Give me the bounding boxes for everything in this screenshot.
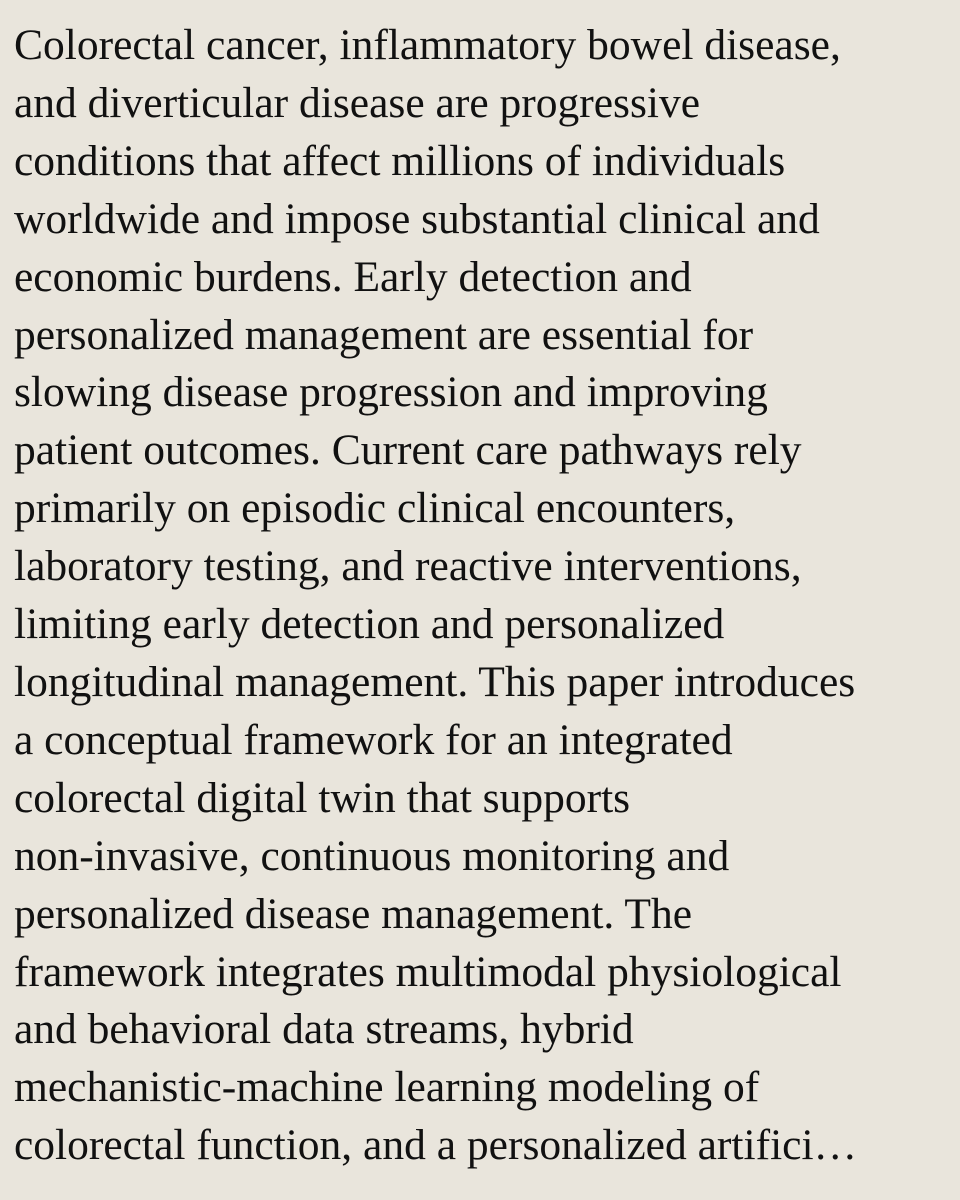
text-line: primarily on episodic clinical encounters, bbox=[14, 484, 736, 533]
text-line: and diverticular disease are progressive bbox=[14, 78, 701, 127]
text-line: longitudinal management. This paper introduces bbox=[14, 657, 856, 706]
text-line: Colorectal cancer, inflammatory bowel disease, bbox=[14, 21, 841, 69]
text-line: mechanistic-machine learning modeling of bbox=[14, 1063, 760, 1112]
text-line: and behavioral data streams, hybrid bbox=[14, 1005, 634, 1054]
text-line: conditions that affect millions of individuals bbox=[14, 136, 786, 185]
text-line: slowing disease progression and improving bbox=[14, 368, 768, 417]
text-line: economic burdens. Early detection and bbox=[14, 252, 692, 301]
text-line: a conceptual framework for an integrated bbox=[14, 715, 733, 764]
text-line: colorectal function, and a personalized artifici… bbox=[14, 1121, 858, 1170]
text-line: colorectal digital twin that supports bbox=[14, 773, 631, 822]
text-line: laboratory testing, and reactive interventions, bbox=[14, 542, 802, 591]
text-line: personalized management are essential for bbox=[14, 310, 754, 359]
text-line: worldwide and impose substantial clinical and bbox=[14, 194, 820, 243]
text-line: personalized disease management. The bbox=[14, 889, 693, 938]
text-line: framework integrates multimodal physiological bbox=[14, 947, 842, 996]
text-line: patient outcomes. Current care pathways rely bbox=[14, 426, 802, 475]
text-line: limiting early detection and personalized bbox=[14, 600, 725, 649]
text-line: non-invasive, continuous monitoring and bbox=[14, 831, 730, 880]
abstract-text bbox=[14, 17, 954, 1175]
